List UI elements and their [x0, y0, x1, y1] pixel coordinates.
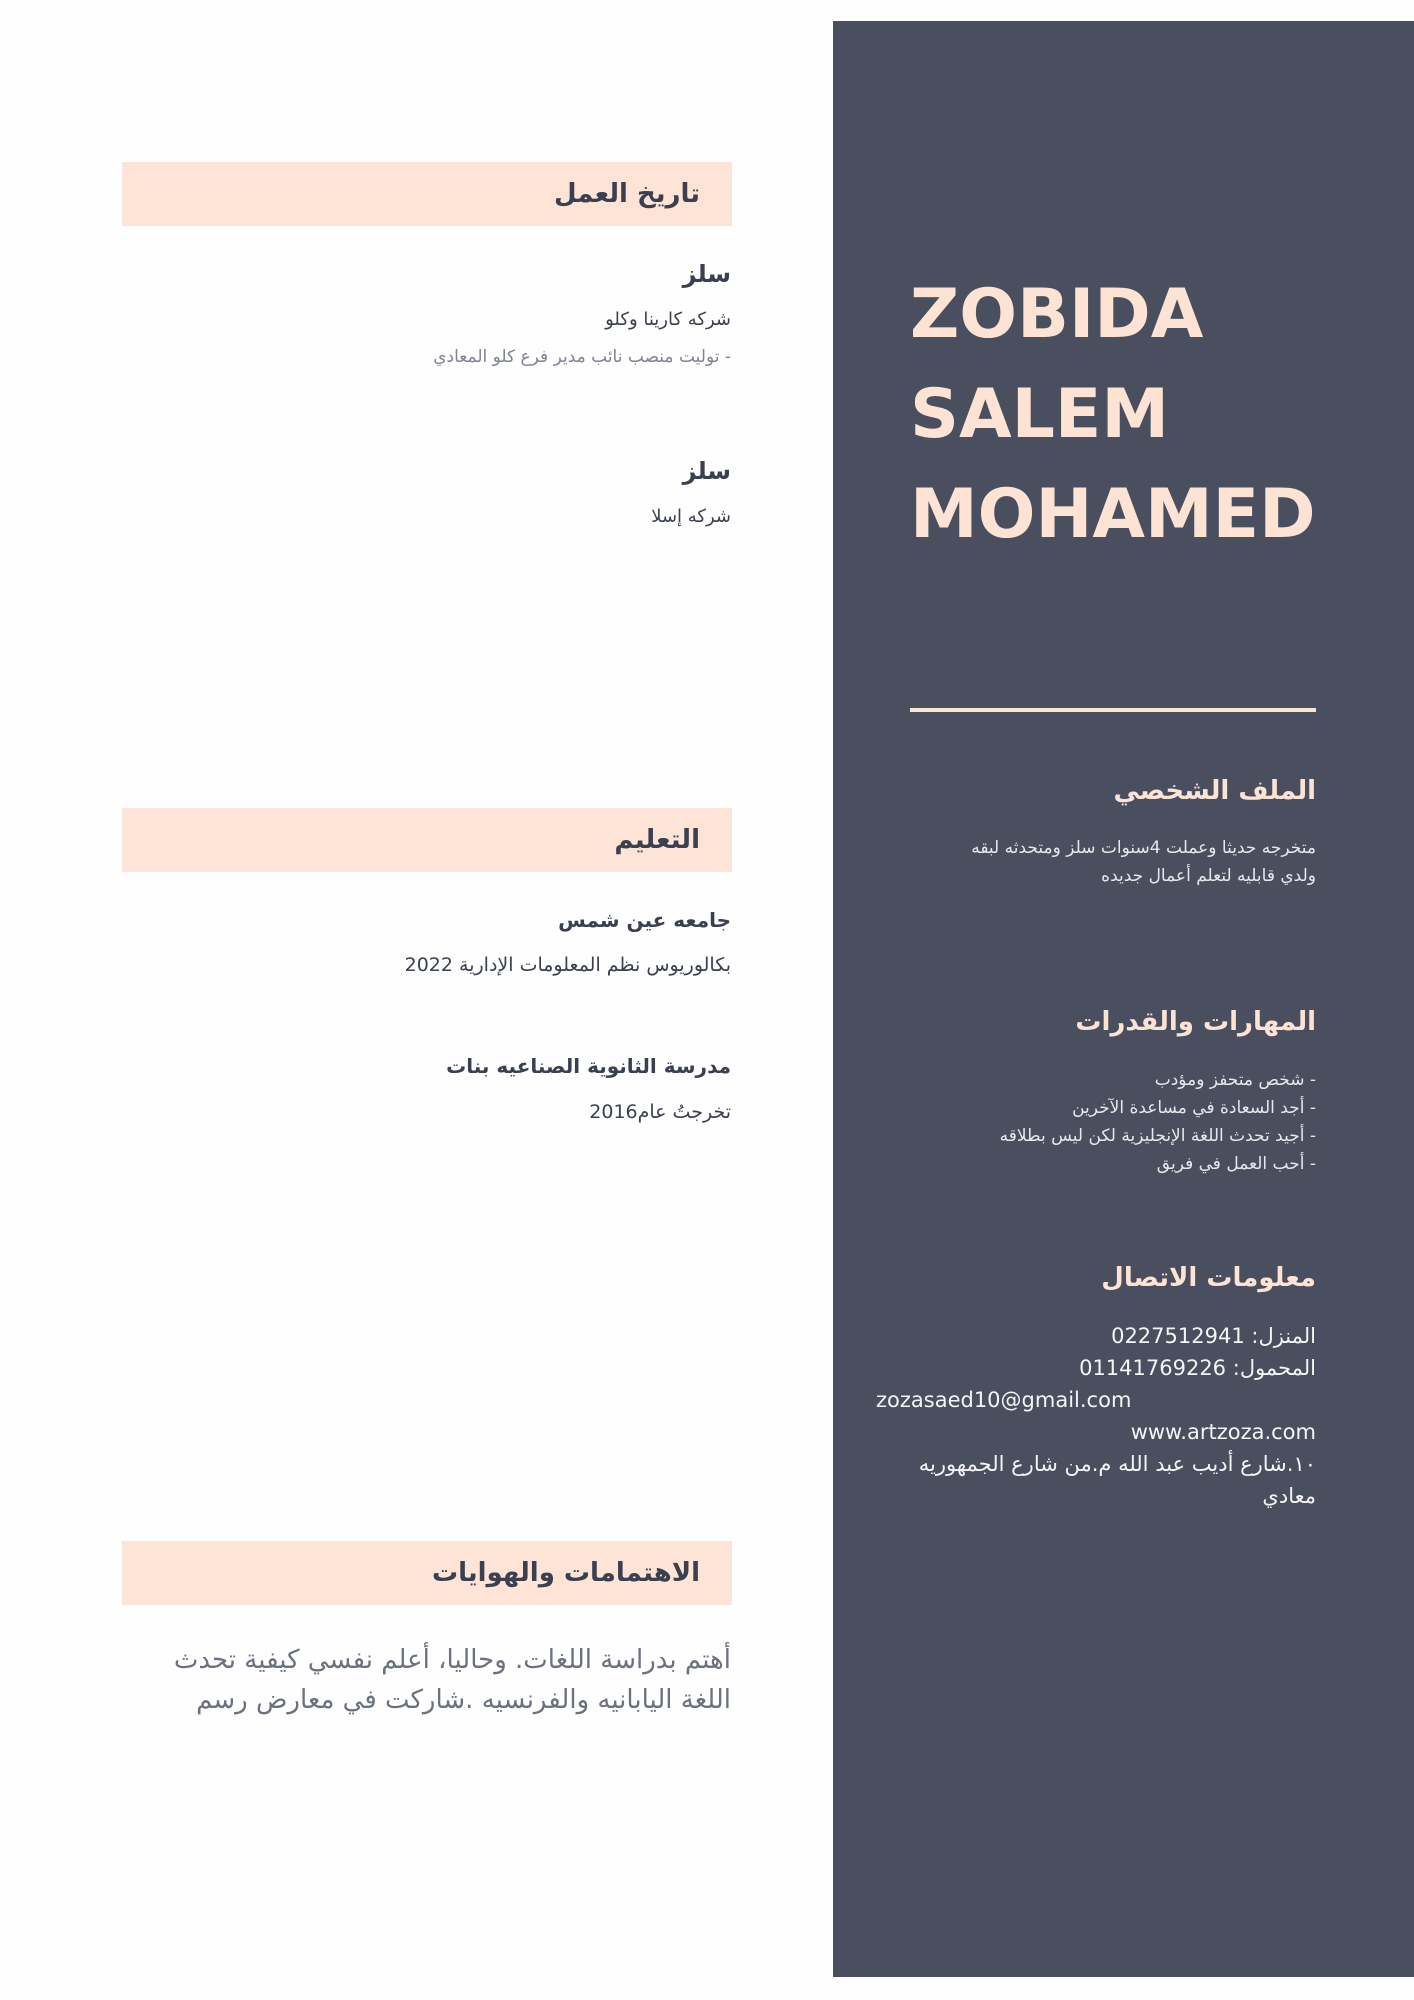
work-history-band — [122, 162, 732, 226]
contact-heading: معلومات الاتصال — [1101, 1263, 1316, 1293]
profile-text — [971, 834, 1316, 890]
interests-line-1: أهتم بدراسة اللغات. وحاليا، أعلم نفسي كيفية تحدث — [173, 1645, 731, 1675]
interests-band — [122, 1541, 732, 1605]
address-line-1: ١٠.شارع أديب عبد الله م.من شارع الجمهوريه — [918, 1452, 1316, 1476]
name-line-last: MOHAMED — [910, 475, 1316, 554]
name-divider — [910, 708, 1316, 712]
address-line-2: معادي — [1262, 1484, 1316, 1508]
profile-line-1: متخرجه حديثا وعملت 4سنوات سلز ومتحدثه لبقه — [971, 838, 1316, 858]
name-line-first: ZOBIDA — [910, 275, 1204, 354]
school-detail: تخرجتُ عام2016 — [589, 1101, 731, 1123]
interests-line-2: اللغة اليابانيه والفرنسيه .شاركت في معارض رسم — [196, 1685, 731, 1715]
job-title: سلز — [682, 260, 731, 288]
school-detail: بكالوريوس نظم المعلومات الإدارية 2022 — [404, 954, 731, 976]
job-title: سلز — [682, 457, 731, 485]
education-band — [122, 808, 732, 872]
home-phone: المنزل: 0227512941 — [1111, 1324, 1316, 1348]
candidate-name — [910, 265, 1370, 565]
profile-line-2: ولدي قابليه لتعلم أعمال جديده — [1101, 866, 1316, 886]
work-history-heading: تاريخ العمل — [553, 179, 700, 209]
school-name: مدرسة الثانوية الصناعيه بنات — [446, 1054, 731, 1078]
mobile-phone: المحمول: 01141769226 — [1079, 1356, 1316, 1380]
contact-info — [876, 1320, 1316, 1512]
school-name: جامعه عين شمس — [558, 908, 731, 932]
name-line-middle: SALEM — [910, 375, 1170, 454]
education-heading: التعليم — [614, 825, 700, 855]
interests-text — [131, 1640, 731, 1720]
skill-item: - أحب العمل في فريق — [1156, 1154, 1316, 1174]
skills-heading: المهارات والقدرات — [1075, 1007, 1316, 1037]
profile-heading: الملف الشخصي — [1113, 776, 1316, 806]
job-company: شركه إسلا — [651, 506, 731, 527]
skill-item: - أجيد تحدث اللغة الإنجليزية لكن ليس بطلاقه — [999, 1126, 1316, 1146]
skill-item: - شخص متحفز ومؤدب — [1154, 1070, 1316, 1090]
website-link[interactable]: www.artzoza.com — [1130, 1420, 1316, 1444]
job-description: - توليت منصب نائب مدير فرع كلو المعادي — [433, 347, 731, 367]
email-link[interactable]: zozasaed10@gmail.com — [876, 1388, 1132, 1412]
job-company: شركه كارينا وكلو — [605, 309, 731, 330]
skill-item: - أجد السعادة في مساعدة الآخرين — [1072, 1098, 1316, 1118]
skills-list — [1000, 1066, 1316, 1178]
interests-heading: الاهتمامات والهوايات — [431, 1558, 700, 1588]
